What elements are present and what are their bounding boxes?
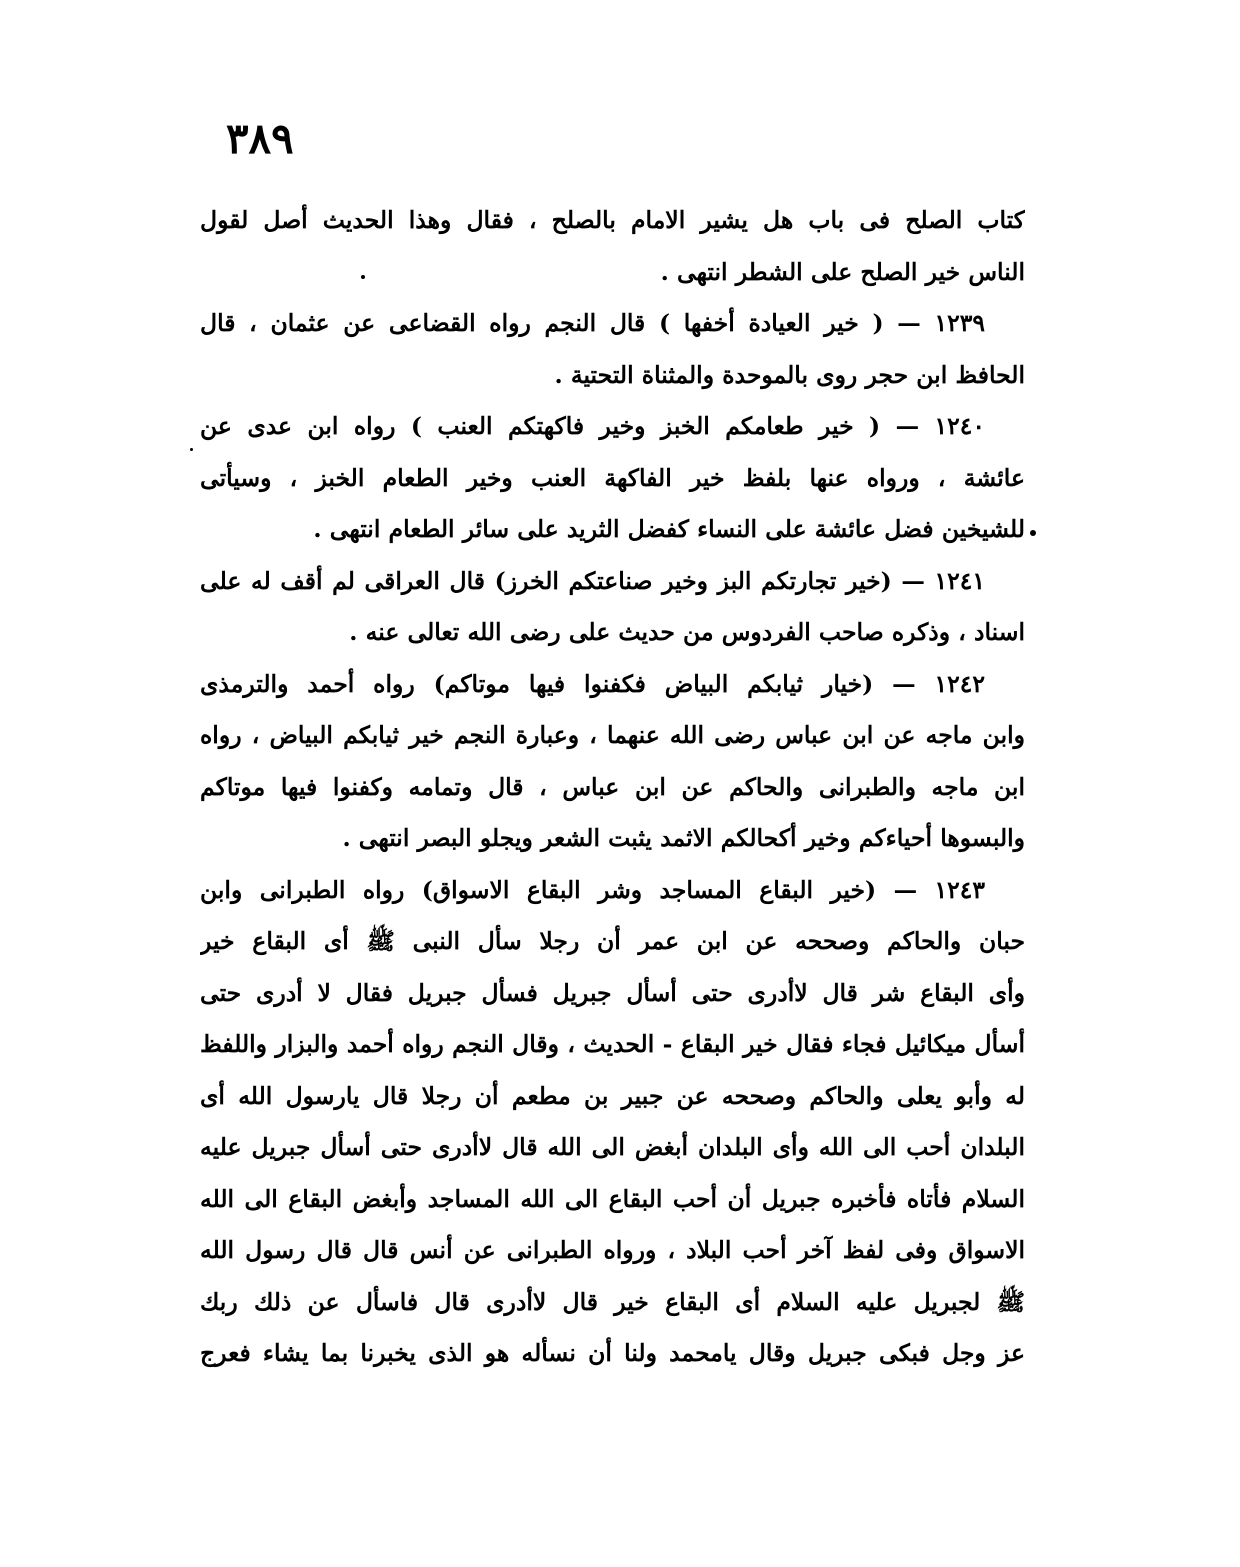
text-line: الحافظ ابن حجر روى بالموحدة والمثناة التحتية . (554, 360, 1025, 389)
scan-speck (361, 275, 365, 279)
text-line: اسناد ، وذكره صاحب الفردوس من حديث على رضى الله تعالى عنه . (349, 618, 1025, 646)
text-line: عز وجل فبكى جبريل وقال يامحمد ولنا أن نسأله هو الذى يخبرنا بما يشاء فعرج (200, 1339, 1025, 1367)
text-line: وابن ماجه عن ابن عباس رضى الله عنهما ، وعبارة النجم خير ثيابكم البياض ، رواه (200, 721, 1025, 749)
text-line: السلام فأتاه فأخبره جبريل أن أحب البقاع الى الله المساجد وأبغض البقاع الى الله (200, 1184, 1025, 1213)
entry-line-1240: ١٢٤٠ — ( خير طعامكم الخبز وخير فاكهتكم العنب ) رواه ابن عدى عن (200, 412, 985, 440)
body-text (200, 195, 1025, 1380)
entry-line-1243: ١٢٤٣ — (خير البقاع المساجد وشر البقاع الاسواق) رواه الطبرانى وابن (200, 875, 985, 904)
text-line: البلدان أحب الى الله وأى البلدان أبغض الى الله قال لاأدرى حتى أسأل جبريل عليه (200, 1133, 1025, 1161)
text-line: عائشة ، ورواه عنها بلفظ خير الفاكهة العنب وخير الطعام الخبز ، وسيأتى (200, 463, 1025, 492)
text-line: أسأل ميكائيل فجاء فقال خير البقاع - الحديث ، وقال النجم رواه أحمد والبزار واللفظ (200, 1030, 1025, 1058)
text-line: الاسواق وفى لفظ آخر أحب البلاد ، ورواه الطبرانى عن أنس قال قال رسول الله (200, 1236, 1025, 1264)
text-line: كتاب الصلح فى باب هل يشير الامام بالصلح ، فقال وهذا الحديث أصل لقول (200, 206, 1025, 234)
scan-speck (1030, 530, 1036, 536)
page-number: ٣٨٩ (226, 114, 294, 163)
entry-line-1241: ١٢٤١ — (خير تجارتكم البز وخير صناعتكم الخرز) قال العراقى لم أقف له على (200, 566, 985, 595)
entry-line-1242: ١٢٤٢ — (خيار ثيابكم البياض فكفنوا فيها موتاكم) رواه أحمد والترمذى (200, 669, 985, 698)
text-line: ﷺ لجبريل عليه السلام أى البقاع خير قال لاأدرى قال فاسأل عن ذلك ربك (200, 1287, 1025, 1316)
text-line: له وأبو يعلى والحاكم وصححه عن جبير بن مطعم أن رجلا قال يارسول الله أى (200, 1081, 1025, 1110)
text-line: للشيخين فضل عائشة على النساء كفضل الثريد على سائر الطعام انتهى . (313, 515, 1025, 543)
text-line: الناس خير الصلح على الشطر انتهى . (660, 257, 1025, 286)
scan-speck (190, 448, 193, 451)
text-line: وأى البقاع شر قال لاأدرى حتى أسأل جبريل فسأل جبريل فقال لا أدرى حتى (200, 978, 1025, 1007)
text-line: حبان والحاكم وصححه عن ابن عمر أن رجلا سأل النبى ﷺ أى البقاع خير (200, 927, 1025, 955)
entry-line-1239: ١٢٣٩ — ( خير العيادة أخفها ) قال النجم رواه القضاعى عن عثمان ، قال (200, 309, 985, 337)
text-line: ابن ماجه والطبرانى والحاكم عن ابن عباس ، قال وتمامه وكفنوا فيها موتاكم (200, 772, 1025, 801)
text-line: والبسوها أحياءكم وخير أكحالكم الاثمد يثبت الشعر ويجلو البصر انتهى . (342, 824, 1025, 852)
